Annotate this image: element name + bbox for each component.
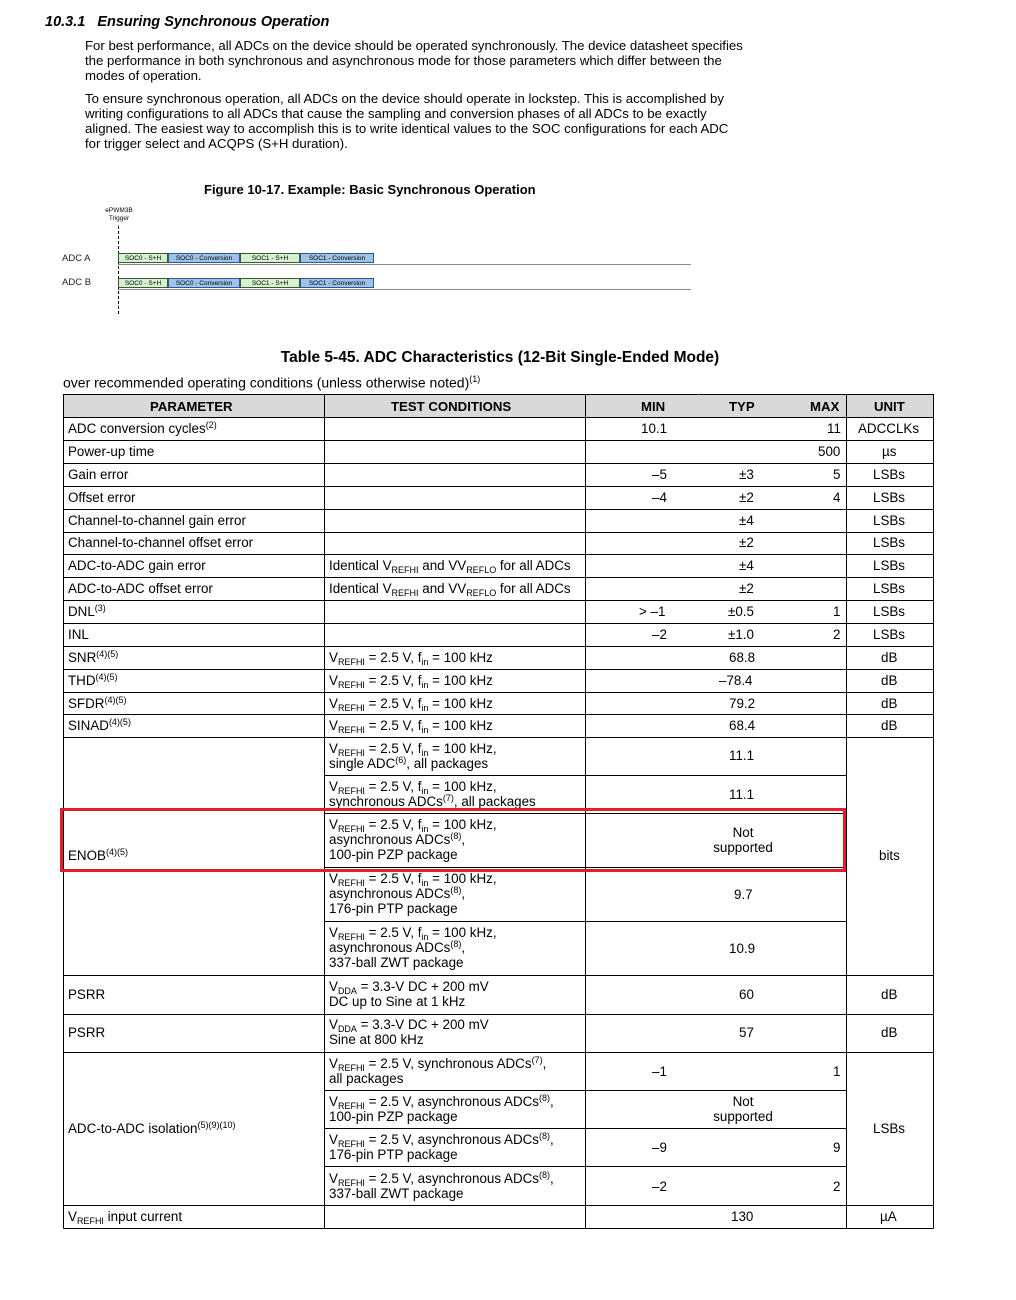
row-conv-min: 10.1 [641,421,668,436]
row-iso-unit: LSBs [873,1121,906,1136]
row-powerup-unit: µs [882,444,897,459]
row-dnl-min: > –1 [639,604,666,619]
iso-r4-min: –2 [652,1179,667,1194]
iso-r1-min: –1 [652,1064,667,1079]
row-psrr2-cond: $V_{DDA} = 3.3-V$ DC + 200 mV Sine at 800 kHz [329,1017,489,1047]
row-vrefhi-current-typ: 130 [731,1209,754,1224]
table-subtitle-note: (1) [469,374,481,384]
row-snr-cond: $V_{REFHI} = 2.5$ V, $f_{in} = 100$ kHz [329,650,493,667]
enob-r5-typ: 10.9 [729,941,756,956]
row-enob-param: $ENOB^{(4)(5)}$ [68,847,128,863]
row-thd-cond: $V_{REFHI} = 2.5$ V, $f_{in} = 100$ kHz [329,673,493,690]
row-inl-unit: LSBs [873,627,906,642]
header-min: MIN [641,399,666,414]
row-psrr2-param: PSRR [68,1025,106,1040]
iso-r2-cond: $V_{REFHI} = 2.5$ V, asynchronous ADCs$^{(8)}$, 100-pin PZP package [329,1093,554,1124]
row-gain-min: –5 [652,467,667,482]
row-thd-param: $THD^{(4)(5)}$ [68,672,118,688]
row-offset-param: Offset error [68,490,136,505]
table-subtitle-text: over recommended operating conditions (unless otherwise noted) [63,374,470,391]
row-psrr1-cond: $V_{DDA} = 3.3-V$ DC + 200 mV DC up to Sine at 1 kHz [329,979,489,1009]
row-adcoffset-cond: Identical $V_{REFHI}$ and $VV_{REFLO}$ for all ADCs [329,581,571,598]
section-number: 10.3.1 [45,14,86,30]
iso-r4-cond: $V_{REFHI} = 2.5$ V, asynchronous ADCs$^{(8)}$, 337-ball ZWT package [329,1170,554,1201]
row-choffset-param: Channel-to-channel offset error [68,535,254,550]
figure-caption: Figure 10-17. Example: Basic Synchronous Operation [204,182,536,197]
row-psrr2-unit: dB [881,1025,898,1040]
row-sfdr-unit: dB [881,696,898,711]
row-adcgain-param: ADC-to-ADC gain error [68,558,206,573]
row-choffset-unit: LSBs [873,535,906,550]
row-sinad-typ: 68.4 [729,718,756,733]
adc-a-seg-soc0-conv: SOC0 - Conversion [168,253,240,263]
highlight-box [60,808,846,872]
row-enob-unit: bits [879,848,900,863]
adc-a-label: ADC A [62,253,91,264]
adc-b-label: ADC B [62,277,92,288]
row-chgain-typ: ±4 [739,513,754,528]
row-snr-unit: dB [881,650,898,665]
row-adcgain-typ: ±4 [739,558,754,573]
row-psrr2-typ: 57 [739,1025,754,1040]
iso-r2-typ: Not supported [713,1094,773,1124]
row-dnl-typ: ±0.5 [728,604,754,619]
row-conv-param: ADC conversion cycles$^{(2)}$ [68,420,217,436]
row-offset-min: –4 [652,490,667,505]
adc-a-seg-soc1-conv: SOC1 - Conversion [300,253,374,263]
header-unit: UNIT [874,399,905,414]
row-thd-typ: –78.4 [719,673,753,688]
header-parameter: PARAMETER [150,399,233,414]
row-conv-max: 11 [827,421,841,436]
enob-r5-cond: $V_{REFHI} = 2.5$ V, $f_{in} = 100$ kHz, asynchronous ADCs$^{(8)}$, 337-ball ZWT package [329,925,497,970]
row-inl-typ: ±1.0 [728,627,754,642]
enob-r1-typ: 11.1 [729,748,755,763]
adc-b-seg-soc1-sh: SOC1 - S+H [240,278,300,288]
row-adcoffset-typ: ±2 [739,581,754,596]
row-gain-param: Gain error [68,467,129,482]
row-gain-typ: ±3 [739,467,754,482]
trigger-label-line1: ePWM3B [105,207,133,214]
row-powerup-max: 500 [818,444,841,459]
row-snr-param: $SNR^{(4)(5)}$ [68,649,119,665]
iso-r4-max: 2 [833,1179,841,1194]
header-max: MAX [810,399,840,414]
row-adcgain-cond: Identical $V_{REFHI}$ and $VV_{REFLO}$ for all ADCs [329,558,571,575]
row-dnl-unit: LSBs [873,604,906,619]
enob-r3-cond: $V_{REFHI} = 2.5$ V, $f_{in} = 100$ kHz, asynchronous ADCs$^{(8)}$, 100-pin PZP package [329,817,497,862]
row-gain-unit: LSBs [873,467,906,482]
row-sfdr-cond: $V_{REFHI} = 2.5$ V, $f_{in} = 100$ kHz [329,696,493,713]
adc-b-seg-soc1-conv: SOC1 - Conversion [300,278,374,288]
row-dnl-param: DNL$^{(3)}$ [68,603,106,619]
row-sinad-param: $SINAD^{(4)(5)}$ [68,717,131,733]
row-offset-max: 4 [833,490,841,505]
adc-a-seg-soc1-sh: SOC1 - S+H [240,253,300,263]
header-test-conditions: TEST CONDITIONS [391,399,512,414]
row-powerup-param: Power-up time [68,444,155,459]
adc-b-seg-soc0-sh: SOC0 - S+H [118,278,168,288]
row-chgain-unit: LSBs [873,513,906,528]
trigger-label-line2: Trigger [108,215,130,222]
enob-r4-cond: $V_{REFHI} = 2.5$ V, $f_{in} = 100$ kHz, asynchronous ADCs$^{(8)}$, 176-pin PTP package [329,871,497,916]
row-adcgain-unit: LSBs [873,558,906,573]
iso-r3-max: 9 [833,1140,841,1155]
row-vrefhi-current-param: $V_{REFHI}$ input current [68,1209,183,1226]
paragraph-2: To ensure synchronous operation, all ADCs on the device should operate in lockstep. This is accomplished by writing configurations to all ADCs that cause the sampling and conversion phases of all ADCs to be exactly aligned. The easiest way to accomplish this is to write identical values to the SOC configurations for each ADC for trigger select and ACQPS (S+H duration). [85,91,729,151]
enob-r2-cond: $V_{REFHI} = 2.5$ V, $f_{in} = 100$ kHz, synchronous ADCs$^{(7)}$, all packages [329,779,536,809]
table-title: Table 5-45. ADC Characteristics (12-Bit Single-Ended Mode) [280,349,720,366]
row-adcoffset-param: ADC-to-ADC offset error [68,581,213,596]
enob-r2-typ: 11.1 [729,787,755,802]
adc-b-seg-soc0-conv: SOC0 - Conversion [168,278,240,288]
row-conv-unit: ADCCLKs [858,421,920,436]
row-adcoffset-unit: LSBs [873,581,906,596]
row-inl-max: 2 [833,627,841,642]
row-sinad-cond: $V_{REFHI} = 2.5$ V, $f_{in} = 100$ kHz [329,718,493,735]
iso-r1-max: 1 [833,1064,841,1079]
row-chgain-param: Channel-to-channel gain error [68,513,246,528]
row-inl-param: INL [68,627,89,642]
row-dnl-max: 1 [833,604,841,619]
section-title: Ensuring Synchronous Operation [97,14,330,30]
iso-r3-min: –9 [652,1140,667,1155]
adc-a-seg-soc0-sh: SOC0 - S+H [118,253,168,263]
row-snr-typ: 68.8 [729,650,756,665]
iso-r1-cond: $V_{REFHI} = 2.5$ V, synchronous ADCs$^{(7)}$, all packages [329,1055,547,1086]
row-psrr1-unit: dB [881,987,898,1002]
iso-r3-cond: $V_{REFHI} = 2.5$ V, asynchronous ADCs$^{(8)}$, 176-pin PTP package [329,1131,554,1162]
row-sinad-unit: dB [881,718,898,733]
row-sfdr-typ: 79.2 [729,696,756,711]
row-offset-typ: ±2 [739,490,754,505]
enob-r3-typ: Not supported [713,825,773,855]
row-thd-unit: dB [881,673,898,688]
paragraph-1: For best performance, all ADCs on the device should be operated synchronously. The device datasheet specifies the performance in both synchronous and asynchronous mode for those parameters which differ between the modes of operation. [85,38,743,83]
row-offset-unit: LSBs [873,490,906,505]
row-sfdr-param: $SFDR^{(4)(5)}$ [68,695,127,711]
row-vrefhi-current-unit: µA [880,1209,897,1224]
row-choffset-typ: ±2 [739,535,754,550]
enob-r4-typ: 9.7 [734,887,753,902]
row-psrr1-param: PSRR [68,987,106,1002]
row-psrr1-typ: 60 [739,987,754,1002]
row-iso-param: ADC-to-ADC isolation$^{(5)(9)(10)}$ [68,1120,236,1136]
header-typ: TYP [729,399,755,414]
row-gain-max: 5 [833,467,841,482]
enob-r1-cond: $V_{REFHI} = 2.5$ V, $f_{in} = 100$ kHz, single ADC$^{(6)}$, all packages [329,741,497,771]
row-inl-min: –2 [652,627,667,642]
